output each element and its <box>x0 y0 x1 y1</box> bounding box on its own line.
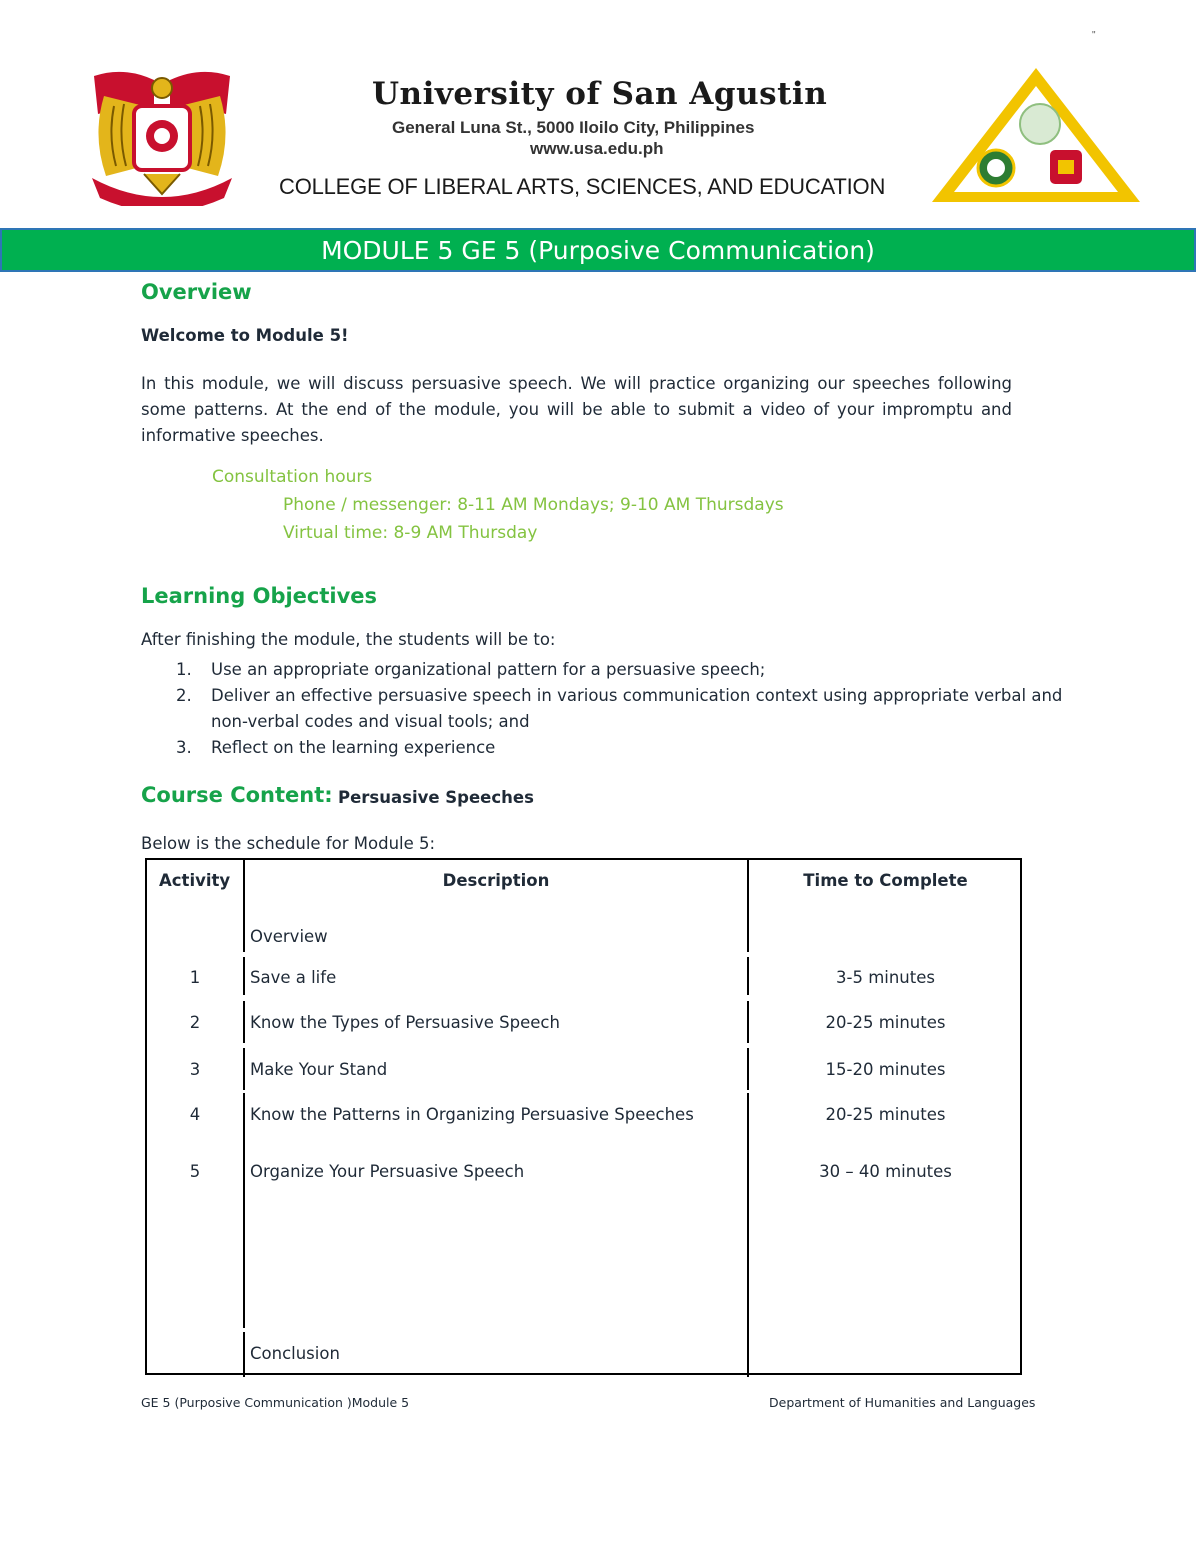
conclusion-row-label: Conclusion <box>250 1344 340 1363</box>
objective-item <box>141 735 1081 761</box>
objective-number: 2. <box>176 686 192 705</box>
objective-item <box>141 657 1081 683</box>
virtual-hours: Virtual time: 8-9 AM Thursday <box>283 523 538 543</box>
footer-course: GE 5 (Purposive Communication )Module 5 <box>141 1395 410 1410</box>
objectives-heading: Learning Objectives <box>141 584 378 608</box>
table-divider <box>243 1001 245 1043</box>
activity-number: 3 <box>189 1060 201 1079</box>
consultation-label: Consultation hours <box>212 467 373 487</box>
course-content-subheading: Persuasive Speeches <box>338 788 534 807</box>
column-header-time: Time to Complete <box>803 871 968 890</box>
module-title-banner <box>0 228 1196 272</box>
activity-time: 20-25 minutes <box>825 1105 946 1124</box>
activity-time: 15-20 minutes <box>825 1060 946 1079</box>
university-website: www.usa.edu.ph <box>530 139 664 158</box>
activity-number: 5 <box>189 1162 201 1181</box>
footer-department: Department of Humanities and Languages <box>769 1395 1036 1410</box>
activity-description: Make Your Stand <box>250 1060 388 1079</box>
activity-description: Save a life <box>250 968 337 987</box>
table-divider <box>243 957 245 995</box>
column-header-activity: Activity <box>159 871 231 890</box>
overview-heading: Overview <box>141 280 252 304</box>
objective-text: Deliver an effective persuasive speech in various communication context using appropriate verbal and non-verbal codes and visual tools; and <box>211 686 1063 731</box>
activity-description: Know the Types of Persuasive Speech <box>250 1013 560 1032</box>
objective-text: Use an appropriate organizational pattern for a persuasive speech; <box>211 660 766 679</box>
course-content-heading: Course Content: <box>141 783 333 807</box>
activity-time: 3-5 minutes <box>836 968 935 987</box>
university-crest-logo <box>84 66 240 206</box>
objective-number: 1. <box>176 660 192 679</box>
activity-description: Organize Your Persuasive Speech <box>250 1162 525 1181</box>
table-divider <box>747 1093 749 1377</box>
college-triangle-logo <box>928 66 1144 206</box>
overview-row-label: Overview <box>250 927 328 946</box>
activity-number: 2 <box>189 1013 201 1032</box>
objective-number: 3. <box>176 738 192 757</box>
schedule-intro: Below is the schedule for Module 5: <box>141 834 436 853</box>
college-name: COLLEGE OF LIBERAL ARTS, SCIENCES, AND EDUCATION <box>279 174 886 199</box>
activity-description: Know the Patterns in Organizing Persuasive Speeches <box>250 1105 694 1124</box>
activity-time: 30 – 40 minutes <box>819 1162 952 1181</box>
overview-paragraph: In this module, we will discuss persuasive speech. We will practice organizing our speeches following some patterns. At the end of the module, you will be able to submit a video of your impromptu and informative speeches. <box>141 374 1012 445</box>
activity-time: 20-25 minutes <box>825 1013 946 1032</box>
objective-item <box>141 683 1081 735</box>
objectives-intro: After finishing the module, the students will be to: <box>141 630 556 649</box>
university-address: General Luna St., 5000 Iloilo City, Philippines <box>392 118 755 137</box>
activity-number: 1 <box>189 968 201 987</box>
university-name: University of San Agustin <box>372 76 828 112</box>
objective-text: Reflect on the learning experience <box>211 738 496 757</box>
welcome-text: Welcome to Module 5! <box>141 326 349 345</box>
module-title: MODULE 5 GE 5 (Purposive Communication) <box>321 235 875 265</box>
activity-number: 4 <box>189 1105 201 1124</box>
corner-mark: " <box>1092 30 1096 41</box>
schedule-table <box>145 858 1022 1375</box>
table-divider <box>243 1093 245 1328</box>
table-divider <box>243 1332 245 1377</box>
phone-hours: Phone / messenger: 8-11 AM Mondays; 9-10 AM Thursdays <box>283 495 784 515</box>
table-divider <box>243 1048 245 1090</box>
objectives-list <box>141 657 1081 761</box>
column-header-description: Description <box>442 871 550 890</box>
